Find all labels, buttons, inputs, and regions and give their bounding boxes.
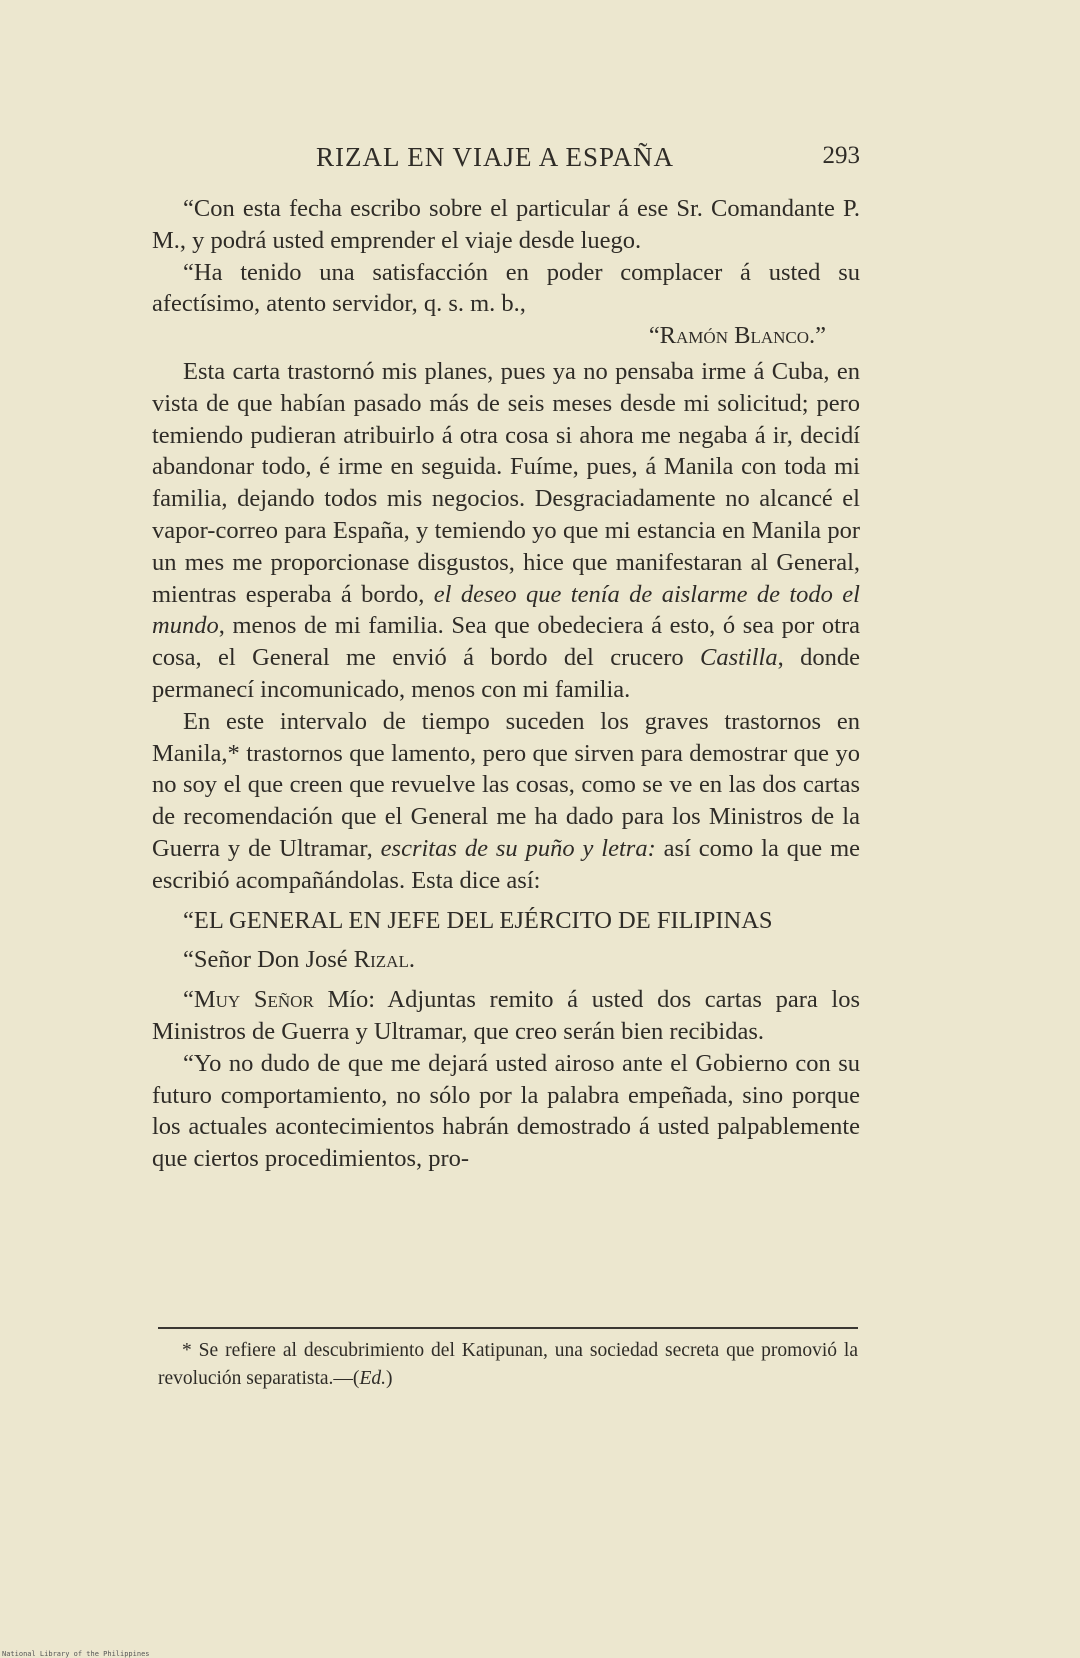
running-title: RIZAL EN VIAJE A ESPAÑA (316, 142, 675, 172)
text-run: , menos de mi familia. Sea que obedeciera á esto, ó sea por otra cosa, el General me envió á bordo del crucero (152, 612, 860, 672)
footnote-text (158, 1337, 858, 1393)
paragraph: “Ha tenido una satisfacción en poder complacer á usted su afectísimo, atento servidor, q. s. m. b., (152, 258, 860, 318)
paragraph: “Yo no dudo de que me dejará usted airoso ante el Gobierno con su futuro comportamiento, no sólo por la palabra empeñada, sino porque los actuales acontecimientos habrán demostrado á usted palpablemente que ciertos procedimientos, pro- (152, 1049, 860, 1173)
text-run: , donde permanecí incomunicado, menos con mi familia. (152, 644, 860, 703)
footnote-rule (158, 1327, 858, 1329)
paragraph (152, 984, 860, 1048)
letter-salutation (152, 944, 860, 976)
footnote (158, 1337, 858, 1393)
italic-text: Ed. (359, 1368, 386, 1389)
letter-signature: “Ramón Blanco.” (648, 322, 826, 350)
paragraph (152, 706, 860, 897)
text-run: así como la que me escribió acompañándolas. Esta dice así: (152, 834, 860, 894)
small-caps-name: Rizal. (353, 946, 415, 974)
text-run: * Se refiere al descubrimiento del Katipunan, una sociedad secreta que promovió la revolución separatista.—( (158, 1340, 858, 1389)
italic-text: escritas de su puño y letra: (380, 834, 656, 862)
small-caps-text: “Muy Señor (183, 986, 314, 1014)
body-text (152, 193, 860, 1175)
paragraph: “Con esta fecha escribo sobre el particular á ese Sr. Comandante P. M., y podrá usted emprender el viaje desde luego. (152, 195, 860, 254)
paragraph (152, 356, 860, 706)
text-run: Esta carta trastornó mis planes, pues ya no pensaba irme á Cuba, en vista de que habían pasado más de seis meses desde mi solicitud; pero temiendo pudieran atribuirlo á otra cosa si ahora me negaba á ir, decidí abandonar todo, é irme en seguida. Fuíme, pues, á Manila con toda mi familia, dejando todos mis negocios. Desgraciadamente no alcancé el vapor-correo para España, y temiendo yo que mi estancia en Manila por un mes me proporcionase disgustos, hice que manifestaran al General, mientras esperaba á bordo, (152, 357, 860, 608)
page-header (152, 142, 860, 178)
italic-text: el deseo que tenía de aislarme de todo el mundo (152, 580, 860, 640)
italic-text: Castilla (700, 644, 778, 672)
text-run: En este intervalo de tiempo suceden los graves trastornos en Manila,* trastornos que lamento, pero que sirven para demostrar que yo no soy el que creen que revuelve las cosas, como se ve en las dos cartas de recomendación que el General me ha dado para los Ministros de la Guerra y de Ultramar, (152, 707, 860, 862)
text-run: Mío: Adjuntas remito á usted dos cartas para los Ministros de Guerra y Ultramar, que creo serán bien recibidas. (152, 986, 860, 1045)
text-run: ) (385, 1368, 393, 1389)
page-number: 293 (822, 142, 860, 169)
text-run: “Señor Don José (183, 946, 354, 974)
library-watermark: National Library of the Philippines (2, 1650, 150, 1658)
letter-heading: “EL GENERAL EN JEFE DEL EJÉRCITO DE FILIPINAS (183, 906, 773, 934)
